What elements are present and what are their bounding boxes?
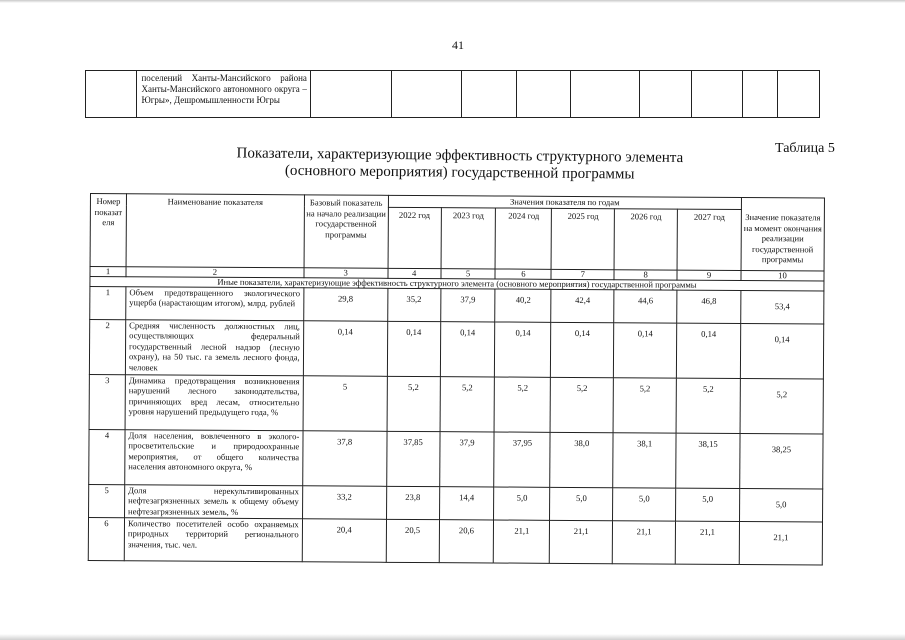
year-value: 42,4 <box>551 289 614 322</box>
header-year: 2025 год <box>551 208 614 269</box>
header-final: Значение показателя на момент окончания реализации государственной программы <box>741 197 824 270</box>
base-value: 5 <box>303 375 387 431</box>
cont-cell <box>778 71 820 118</box>
continuation-row <box>86 71 820 118</box>
cont-cell <box>743 71 778 118</box>
year-value: 5,2 <box>495 376 551 431</box>
header-year: 2026 год <box>614 208 677 269</box>
year-value: 20,6 <box>439 519 494 562</box>
cont-cell <box>310 71 391 118</box>
row-index: 4 <box>89 429 125 484</box>
year-value: 38,1 <box>613 432 676 487</box>
year-value: 0,14 <box>440 321 495 376</box>
year-value: 44,6 <box>614 289 677 322</box>
table-row <box>88 517 822 564</box>
final-value: 53,4 <box>741 290 824 324</box>
column-number: 1 <box>90 266 126 276</box>
year-value: 0,14 <box>676 323 740 378</box>
scan-edge-bottom <box>0 634 905 640</box>
header-year: 2023 год <box>441 207 496 268</box>
indicator-name: Объем предотвращенного экологического ущерба (нарастающим итогом), млрд. рублей <box>126 286 304 320</box>
cont-cell <box>691 71 742 118</box>
scan-edge-top <box>0 0 905 3</box>
row-index: 3 <box>89 374 125 429</box>
year-value: 21,1 <box>550 520 613 563</box>
final-value: 21,1 <box>739 521 822 565</box>
row-index: 1 <box>90 286 126 319</box>
base-value: 29,8 <box>303 287 387 321</box>
cont-cell <box>516 71 570 118</box>
year-value: 21,1 <box>675 521 739 564</box>
header-year: 2027 год <box>677 209 741 270</box>
table-label: Таблица 5 <box>775 141 835 156</box>
table-title: Показатели, характеризующие эффективность структурного элемента (основного мероприятия) государственной программы <box>236 145 684 183</box>
table-row <box>89 429 823 488</box>
column-number: 5 <box>441 268 496 278</box>
base-value: 0,14 <box>303 320 387 376</box>
column-number: 7 <box>551 269 614 279</box>
year-value: 5,2 <box>676 378 740 433</box>
column-number: 9 <box>677 270 741 280</box>
year-value: 5,2 <box>613 377 676 432</box>
indicator-name: Доля нерекультивированных нефтезагрязненных земель к общему объему нефтезагрязненных земель, % <box>125 484 303 518</box>
year-value: 40,2 <box>495 288 551 321</box>
final-value: 5,0 <box>739 488 822 522</box>
year-value: 35,2 <box>387 288 440 321</box>
indicator-name: Средняя численность должностных лиц, осуществляющих федеральный государственный лесной надзор (лесную охрану), на 50 тыс. га земель лесного фонда, человек <box>125 319 303 375</box>
year-value: 5,2 <box>550 377 613 432</box>
year-value: 37,9 <box>440 288 495 321</box>
page-number: 41 <box>452 38 464 52</box>
year-value: 5,0 <box>494 486 550 519</box>
row-index: 6 <box>88 517 124 560</box>
header-year: 2022 год <box>388 207 441 268</box>
year-value: 0,14 <box>551 322 614 377</box>
year-value: 0,14 <box>495 321 551 376</box>
continuation-text: поселений Ханты-Мансийского района Ханты-Мансийского автономного округа – Югры», Дешромышленности Югры <box>137 71 310 118</box>
column-number: 4 <box>388 268 441 278</box>
base-value: 37,8 <box>302 430 386 486</box>
indicator-name: Доля населения, вовлеченного в эколого-просветительские и природоохранные мероприятия, от общего количества населения автономного округа, % <box>125 429 303 485</box>
year-value: 37,85 <box>386 431 439 486</box>
row-index: 2 <box>89 319 125 374</box>
table-row <box>89 374 823 433</box>
table-row <box>90 286 824 323</box>
final-value: 5,2 <box>740 378 823 434</box>
column-number: 8 <box>614 269 677 279</box>
cont-cell <box>571 71 640 118</box>
year-value: 0,14 <box>614 322 677 377</box>
header-year: 2024 год <box>496 207 552 268</box>
indicator-name: Динамика предотвращения возникновения нарушений лесного законодательства, причиняющих вред лесам, относительно уровня нарушений предыдущего года, % <box>125 374 303 430</box>
column-number: 2 <box>126 266 304 277</box>
year-value: 37,9 <box>439 431 494 486</box>
final-value: 0,14 <box>740 323 823 379</box>
header-num: Номер показат еля <box>90 194 126 267</box>
cont-cell-num <box>86 71 137 118</box>
year-value: 5,0 <box>676 488 740 521</box>
table-row <box>89 319 823 378</box>
year-value: 21,1 <box>494 519 550 562</box>
year-value: 14,4 <box>439 486 494 519</box>
year-value: 21,1 <box>612 520 675 563</box>
indicators-table <box>88 193 825 565</box>
year-value: 38,0 <box>550 432 613 487</box>
header-years-group: Значения показателя по годам <box>388 195 741 209</box>
row-index: 5 <box>89 484 125 517</box>
column-number: 6 <box>495 268 551 278</box>
year-value: 5,0 <box>613 487 676 520</box>
header-name: Наименование показателя <box>126 194 304 268</box>
year-value: 38,15 <box>676 433 740 488</box>
table-row <box>89 484 823 521</box>
column-number: 10 <box>741 270 824 281</box>
year-value: 0,14 <box>387 321 440 376</box>
cont-cell <box>640 71 691 118</box>
continuation-table <box>85 70 820 118</box>
base-value: 33,2 <box>302 485 386 519</box>
year-value: 46,8 <box>677 290 741 323</box>
year-value: 5,2 <box>387 376 440 431</box>
section-title: Иные показатели, характеризующие эффективность структурного элемента (основного мероприятия) государственной программы <box>90 276 824 290</box>
year-value: 37,95 <box>494 431 550 486</box>
header-base: Базовый показатель на начало реализации государственной программы <box>304 195 388 268</box>
column-number: 3 <box>304 267 388 278</box>
cont-cell <box>462 71 516 118</box>
year-value: 23,8 <box>386 486 439 519</box>
year-value: 5,0 <box>550 487 613 520</box>
cont-cell <box>391 71 462 118</box>
base-value: 20,4 <box>302 518 386 562</box>
final-value: 38,25 <box>740 433 823 489</box>
year-value: 5,2 <box>440 376 495 431</box>
year-value: 20,5 <box>386 519 439 562</box>
indicator-name: Количество посетителей особо охраняемых природных территорий регионального значения, тыс. чел. <box>124 517 302 561</box>
